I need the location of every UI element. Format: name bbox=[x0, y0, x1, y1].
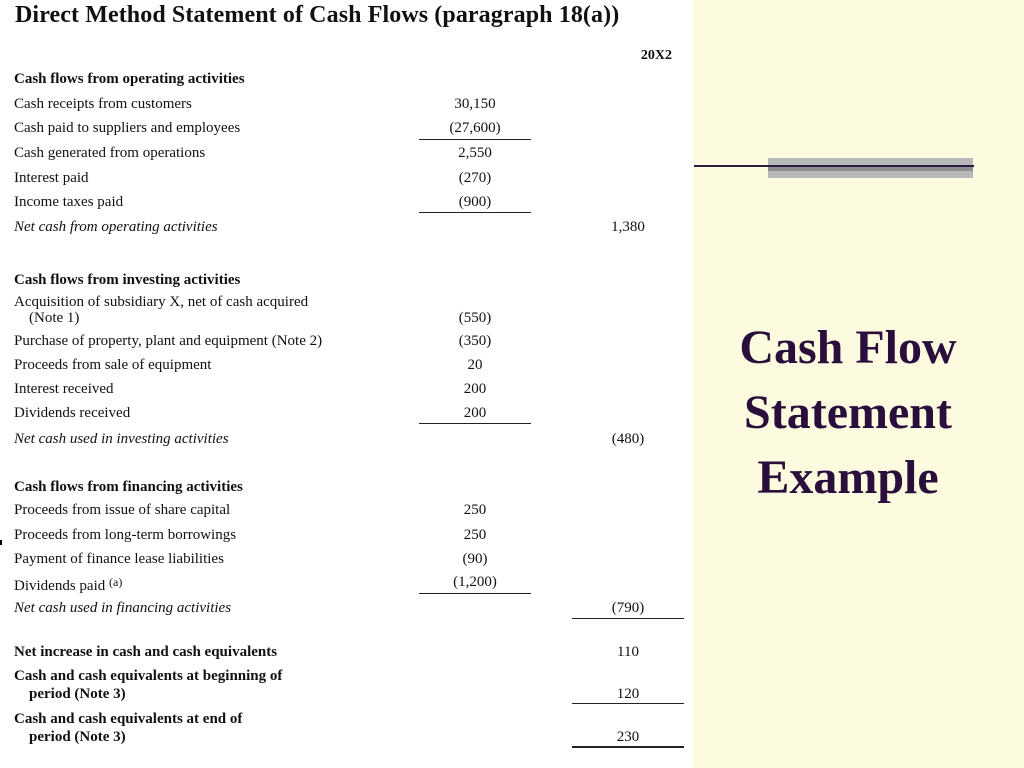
statement-row: Income taxes paid (900) bbox=[14, 194, 492, 210]
subtotal-rule bbox=[419, 139, 531, 140]
operating-heading: Cash flows from operating activities bbox=[14, 71, 245, 87]
net-operating-row: Net cash from operating activities 1,380 bbox=[14, 219, 645, 235]
statement-row: Cash generated from operations 2,550 bbox=[14, 145, 492, 161]
year-column-header: 20X2 bbox=[640, 48, 672, 63]
ending-cash-row: Cash and cash equivalents at end of period (Note 3) 230 bbox=[14, 711, 640, 745]
investing-heading: Cash flows from investing activities bbox=[14, 272, 241, 288]
statement-row: Payment of finance lease liabilities (90) bbox=[14, 551, 488, 567]
statement-row: Purchase of property, plant and equipment (Note 2) (350) bbox=[14, 333, 492, 349]
edge-marker bbox=[0, 540, 2, 545]
decorative-line bbox=[694, 165, 974, 167]
total-double-rule bbox=[572, 746, 684, 748]
net-investing-row: Net cash used in investing activities (480) bbox=[14, 431, 645, 447]
statement-row: Interest received 200 bbox=[14, 381, 487, 397]
subtotal-rule bbox=[419, 593, 531, 594]
net-financing-row: Net cash used in financing activities (790) bbox=[14, 600, 645, 616]
statement-row: Proceeds from long-term borrowings 250 bbox=[14, 527, 487, 543]
slide-title: Cash Flow Statement Example bbox=[739, 321, 957, 504]
statement-row: Interest paid (270) bbox=[14, 170, 492, 186]
subtotal-rule bbox=[419, 423, 531, 424]
statement-row: Dividends paid $^{(a)}$ (1,200) bbox=[14, 574, 497, 594]
beginning-cash-row: Cash and cash equivalents at beginning of period (Note 3) 120 bbox=[14, 668, 640, 702]
statement-row: Acquisition of subsidiary X, net of cash acquired (Note 1) (550) bbox=[14, 294, 492, 326]
total-rule bbox=[572, 618, 684, 619]
statement-row: Proceeds from issue of share capital 250 bbox=[14, 502, 487, 518]
footnote-marker: (a) bbox=[109, 575, 123, 589]
statement-row: Cash receipts from customers 30,150 bbox=[14, 96, 496, 112]
document-title: Direct Method Statement of Cash Flows (paragraph 18(a)) bbox=[15, 2, 620, 28]
statement-row: Cash paid to suppliers and employees (27,600) bbox=[14, 120, 501, 136]
statement-row: Proceeds from sale of equipment 20 bbox=[14, 357, 483, 373]
net-increase-row: Net increase in cash and cash equivalents 110 bbox=[14, 644, 639, 660]
total-rule bbox=[572, 703, 684, 704]
financing-heading: Cash flows from financing activities bbox=[14, 479, 243, 495]
subtotal-rule bbox=[419, 212, 531, 213]
statement-row: Dividends received 200 bbox=[14, 405, 487, 421]
